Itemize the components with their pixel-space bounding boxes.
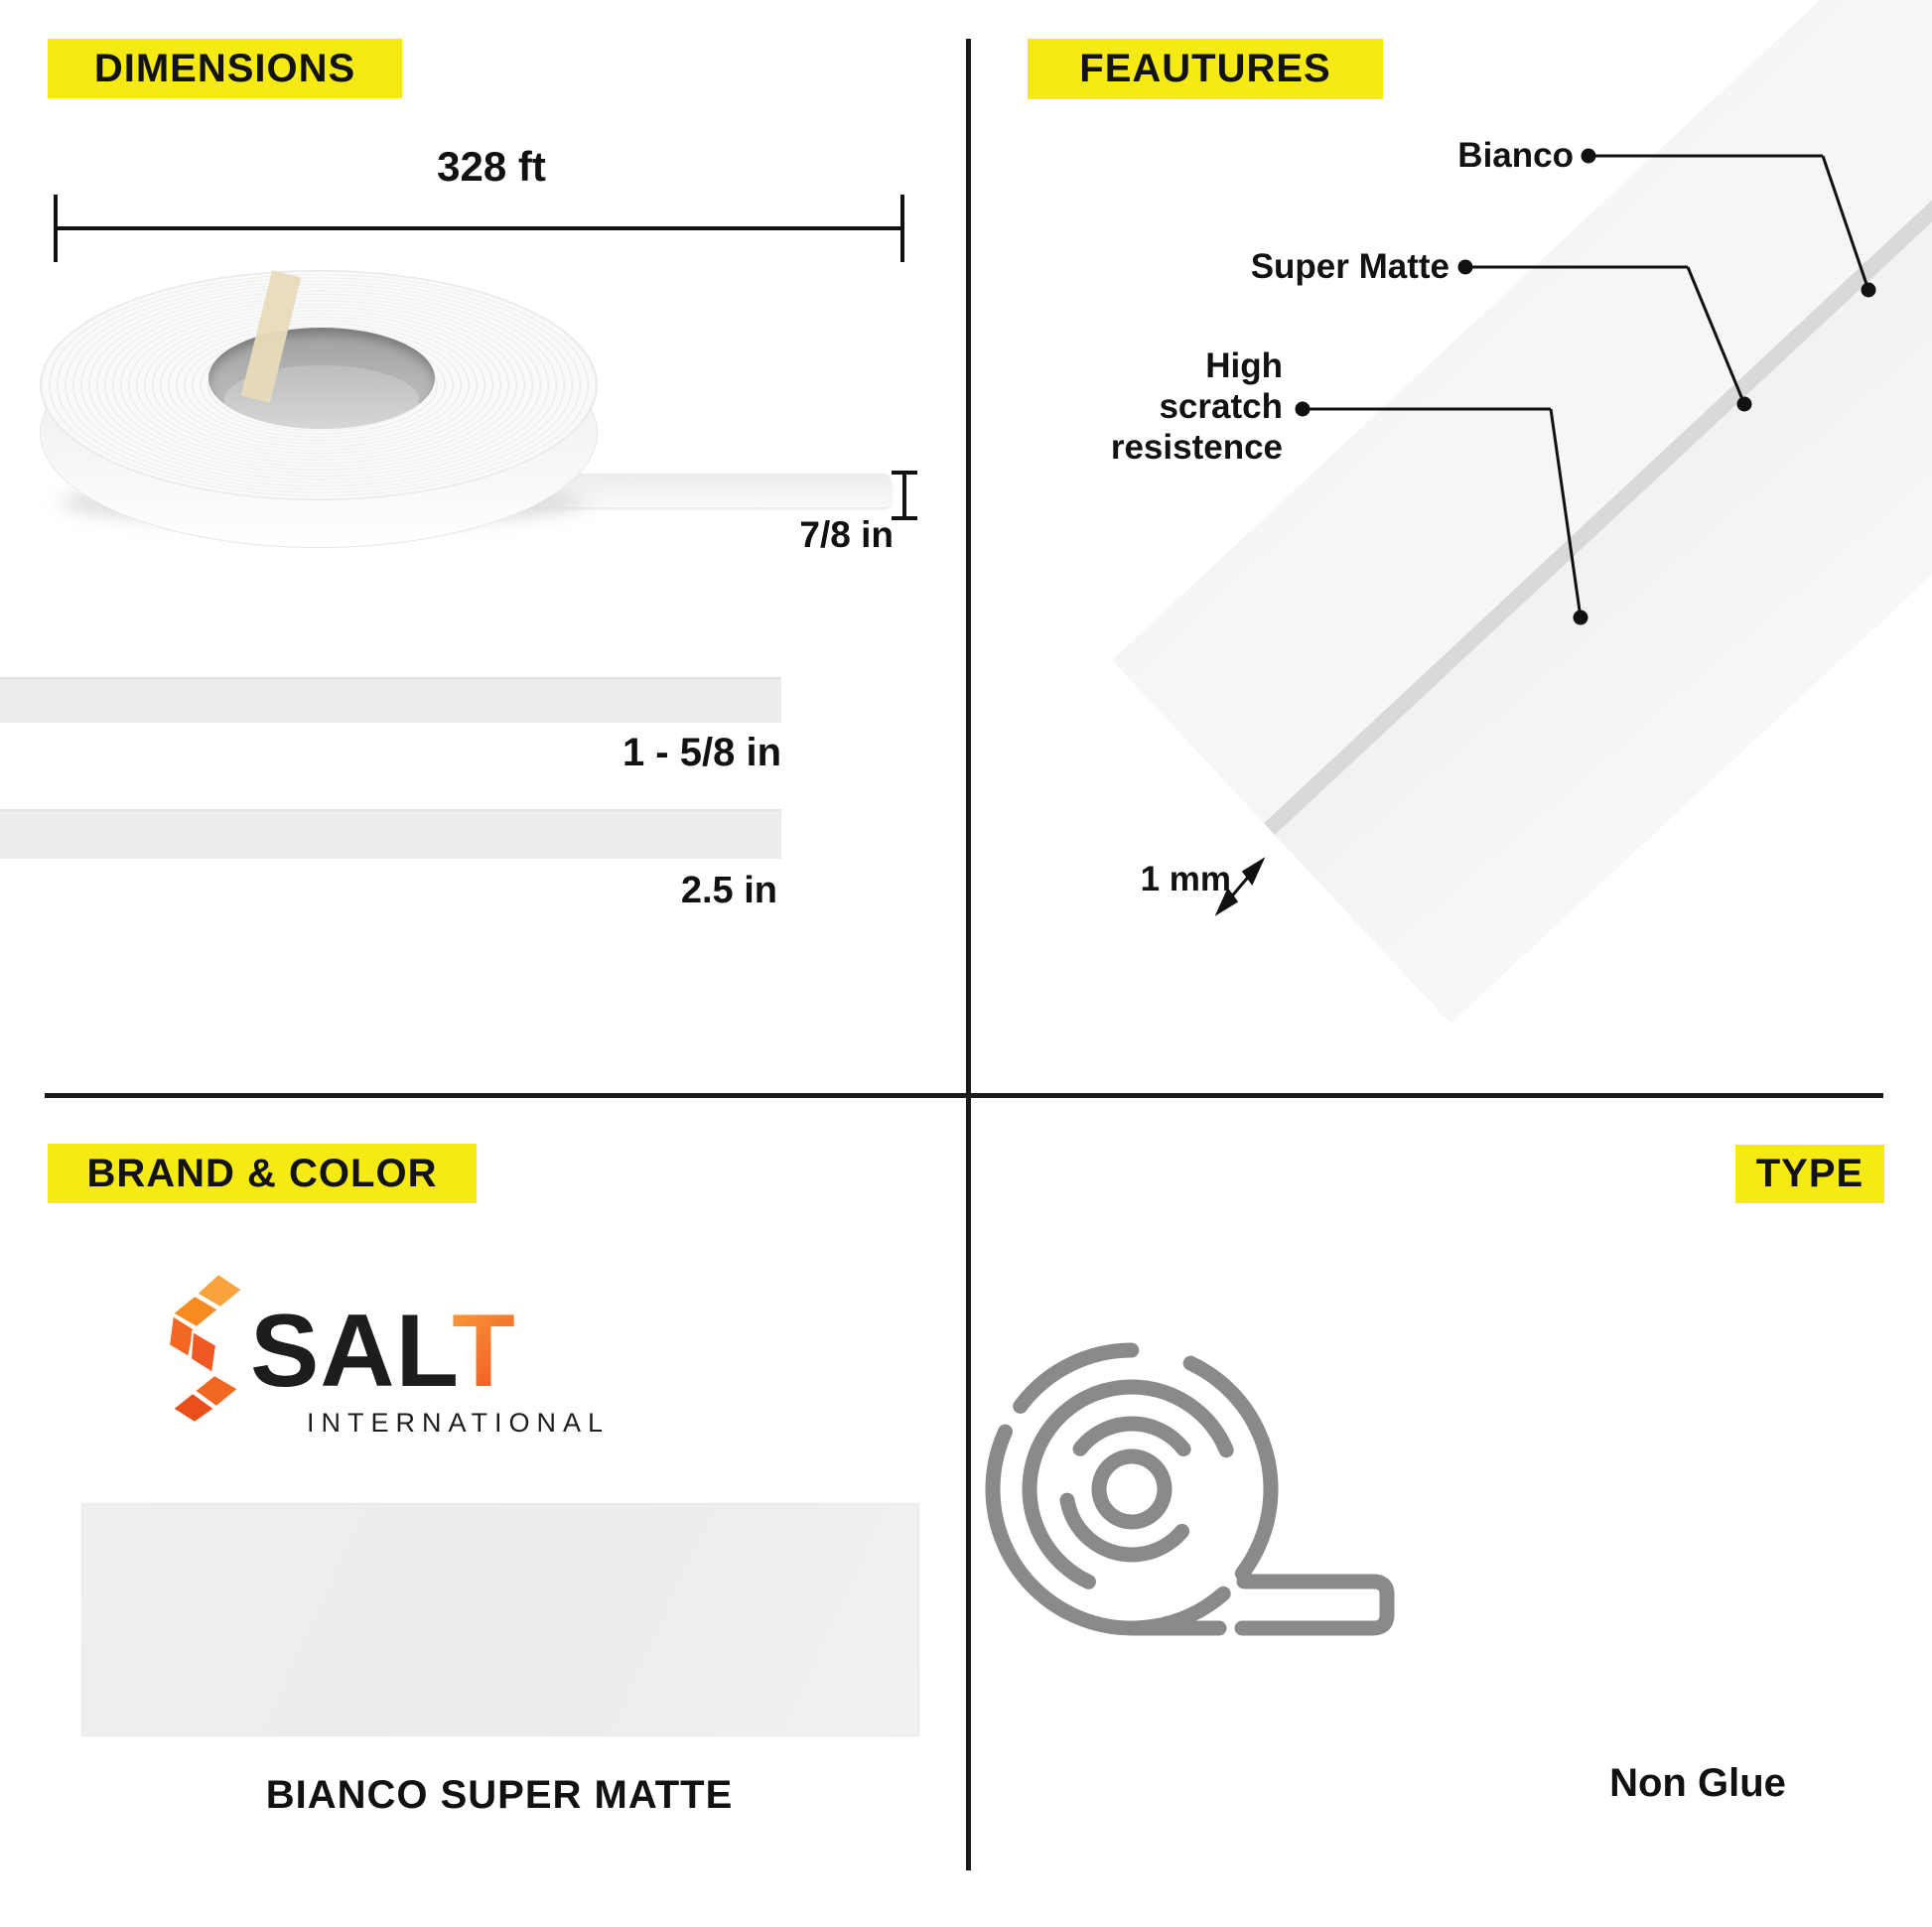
callout-thickness: 1 mm (1140, 860, 1231, 898)
length-tick-right (900, 195, 904, 262)
brand-color-header: BRAND & COLOR (48, 1144, 477, 1203)
callout-scratch-line2: scratch (1159, 386, 1283, 426)
salt-wordmark-sal: SAL (250, 1294, 453, 1409)
width-strip-1-label: 1 - 5/8 in (621, 731, 781, 774)
callout-scratch-resistance (1023, 346, 1283, 469)
dimensions-header: DIMENSIONS (48, 39, 402, 98)
color-name-label: BIANCO SUPER MATTE (265, 1773, 734, 1817)
type-value-label: Non Glue (1609, 1761, 1786, 1805)
salt-wordmark (250, 1293, 516, 1411)
width-strip-1-image (0, 677, 781, 723)
features-header: FEAUTURES (1028, 39, 1383, 99)
length-label: 328 ft (437, 143, 546, 190)
color-swatch (81, 1503, 919, 1736)
width-strip-2-image (0, 809, 781, 859)
length-tick-left (54, 195, 58, 262)
length-dimension-line (55, 226, 903, 230)
callout-scratch-line3: resistence (1110, 427, 1283, 467)
callout-super-matte: Super Matte (1250, 247, 1449, 286)
non-glue-roll-icon (978, 1340, 1405, 1648)
salt-wordmark-t: T (452, 1294, 516, 1409)
roll-center-hole (208, 328, 435, 429)
salt-logo-icon (167, 1272, 244, 1425)
callout-bianco: Bianco (1457, 136, 1574, 175)
thickness-measure-icon (892, 471, 917, 520)
thickness-label: 7/8 in (799, 514, 894, 555)
width-strip-2-label: 2.5 in (680, 870, 777, 911)
edge-banding-roll-image (40, 270, 596, 528)
type-header: TYPE (1735, 1145, 1884, 1203)
callout-scratch-line1: High (1205, 346, 1283, 385)
salt-international-label: INTERNATIONAL (306, 1408, 610, 1438)
